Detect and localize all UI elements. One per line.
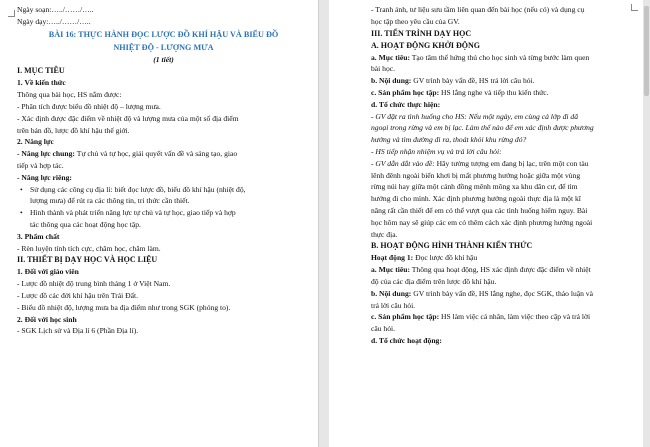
bullet-item (17, 207, 310, 219)
text: Hãy tưởng tượng em đang bị lạc, trên một con tàu (434, 158, 589, 168)
paragraph: độ của các địa điểm trên lược đồ khí hậu. (371, 276, 497, 286)
paragraph: lênh đênh ngoài biển khơi bị mất phương hướng hoặc giữa một vùng (371, 170, 581, 180)
section-heading-equipment: II. THIẾT BỊ DẠY HỌC VÀ HỌC LIỆU (17, 255, 158, 265)
subheading-competence: 2. Năng lực (17, 137, 54, 147)
text: Thông qua hoạt động, HS xác định được đặc điểm về nhiệt (410, 265, 591, 275)
paragraph: - SGK Lịch sử và Địa lí 6 (Phần Địa lí). (17, 326, 139, 336)
lesson-duration: (1 tiết) (153, 54, 174, 64)
paragraph: - Biểu đồ nhiệt độ, lượng mưa ba địa điểm như trong SGK (phóng to). (17, 302, 231, 312)
bullet-dot-icon: • (20, 208, 23, 218)
paragraph: học tập theo yêu cầu của GV. (371, 16, 460, 26)
text: Hình thành và phát triển năng lực tự chủ và tự học, giao tiếp và hợp (30, 208, 236, 218)
paragraph: câu hỏi. (371, 324, 396, 334)
paragraph (371, 311, 633, 323)
paragraph (371, 87, 633, 99)
label: a. Mục tiêu: (371, 265, 411, 275)
paragraph: - Tranh ảnh, tư liệu sưu tầm liên quan đến bài học (nếu có) và dụng cụ (371, 5, 585, 14)
paragraph: tác thông qua các hoạt động học tập. (30, 219, 141, 229)
activity-heading-warmup: A. HOẠT ĐỘNG KHỞI ĐỘNG (371, 40, 480, 50)
subheading-knowledge: 1. Về kiến thức (17, 78, 66, 88)
date-prepared: Ngày soạn:…../……/….. (17, 5, 94, 14)
paragraph: - GV đặt ra tình huống cho HS: Nếu một ngày, em cùng cả lớp đi dã (371, 111, 579, 121)
paragraph: - Rèn luyện tính tích cực, chăm học, chăm làm. (17, 243, 161, 253)
text: GV trình bày vấn đề, HS trả lời câu hỏi. (411, 76, 535, 86)
paragraph: - Xác định được đặc điểm về nhiệt độ và lượng mưa của một số địa điểm (17, 113, 239, 123)
text: HS làm việc cá nhân, làm việc theo cặp và trả lời (439, 312, 591, 322)
margin-corner-mark (631, 4, 638, 11)
text: GV trình bày vấn đề, HS lắng nghe, đọc SGK, thảo luận và (411, 288, 593, 298)
paragraph: - HS tiếp nhận nhiệm vụ và trả lời câu hỏi: (371, 146, 502, 156)
paragraph: trên bản đồ, lược đồ khí hậu thế giới. (17, 125, 130, 135)
date-taught: Ngày dạy:…../……/….. (17, 16, 91, 26)
paragraph: - Phân tích được biểu đồ nhiệt độ – lượng mưa. (17, 101, 161, 111)
label: - GV dẫn dắt vào đề: (371, 158, 435, 168)
paragraph: Thông qua bài học, HS nắm được: (17, 90, 122, 100)
paragraph: trả lời câu hỏi. (371, 300, 416, 310)
text: HS lắng nghe và tiếp thu kiến thức. (439, 87, 549, 97)
subheading-teacher: 1. Đối với giáo viên (17, 267, 79, 277)
text: Sử dụng các công cụ địa lí: biết đọc lược đồ, biểu đồ khí hậu (nhiệt độ, (30, 184, 246, 194)
paragraph: hướng và tìm đường đi ra, thoát khỏi khu rừng đó? (371, 135, 527, 145)
paragraph (371, 288, 633, 300)
paragraph: năng rất cần thiết để em có thể vượt qua các tình huống hiểm nguy. Bài (371, 205, 588, 215)
activity-heading-knowledge: B. HOẠT ĐỘNG HÌNH THÀNH KIẾN THỨC (371, 241, 533, 251)
section-heading-objectives: I. MỤC TIÊU (17, 66, 65, 76)
paragraph: - Lược đồ các đới khí hậu trên Trái Đất. (17, 290, 138, 300)
section-heading-process: III. TIẾN TRÌNH DẠY HỌC (371, 28, 472, 38)
text: Đọc lược đồ khí hậu (413, 253, 478, 263)
label: b. Nội dung: (371, 76, 412, 86)
subheading-qualities: 3. Phẩm chất (17, 231, 60, 241)
paragraph: bài học. (371, 64, 396, 74)
label: a. Mục tiêu: (371, 52, 411, 62)
label: c. Sản phẩm học tập: (371, 87, 440, 97)
label-specific-competence: - Năng lực riêng: (17, 172, 72, 182)
paragraph: tiếp và hợp tác. (17, 160, 64, 170)
paragraph (371, 52, 633, 64)
lesson-title-line2: NHIỆT ĐỘ - LƯỢNG MƯA (113, 42, 214, 52)
paragraph: thực địa. (371, 229, 398, 239)
paragraph: - Lược đồ nhiệt độ trung bình tháng 1 ở Việt Nam. (17, 279, 171, 289)
page-gap (318, 0, 319, 447)
paragraph: lượng mưa) để rút ra các thông tin, tri thức cần thiết. (30, 196, 190, 206)
margin-corner-mark (8, 10, 15, 17)
paragraph (17, 148, 310, 160)
document-page-right (329, 0, 643, 447)
paragraph (371, 252, 633, 264)
bullet-dot-icon: • (20, 184, 23, 194)
label: b. Nội dung: (371, 288, 412, 298)
paragraph (371, 264, 633, 276)
document-page-left (0, 0, 318, 447)
paragraph: rừng núi hay giữa một cánh đồng mênh mông xa khu dân cư, để tìm (371, 182, 578, 192)
label: d. Tổ chức hoạt động: (371, 335, 442, 345)
paragraph: học hôm nay sẽ giúp các em có thêm cách xác định phương hướng ngoài (371, 217, 593, 227)
scrollbar-thumb[interactable] (644, 6, 649, 96)
label: c. Sản phẩm học tập: (371, 312, 440, 322)
paragraph: ngoại trong rừng và em bị lạc. Làm thế nào để em xác định được phương (371, 123, 594, 133)
subheading-student: 2. Đối với học sinh (17, 314, 77, 324)
label: Hoạt động 1: (371, 253, 414, 263)
paragraph: hướng đi cho mình. Xác định phương hướng ngoài thực địa là một kĩ (371, 194, 581, 204)
paragraph (371, 75, 633, 87)
vertical-scrollbar[interactable] (643, 0, 650, 447)
label-general-competence: - Năng lực chung: (17, 149, 75, 159)
paragraph (371, 158, 633, 170)
bullet-item (17, 184, 310, 196)
text: Tạo tâm thế hứng thú cho học sinh và từng bước làm quen (410, 52, 590, 62)
lesson-title-line1: BÀI 16: THỰC HÀNH ĐỌC LƯỢC ĐỒ KHÍ HẬU VÀ BIỂU ĐỒ (48, 29, 279, 39)
label: d. Tổ chức thực hiện: (371, 99, 441, 109)
text: Tự chủ và tự học, giải quyết vấn đề và sáng tạo, giao (74, 149, 238, 159)
